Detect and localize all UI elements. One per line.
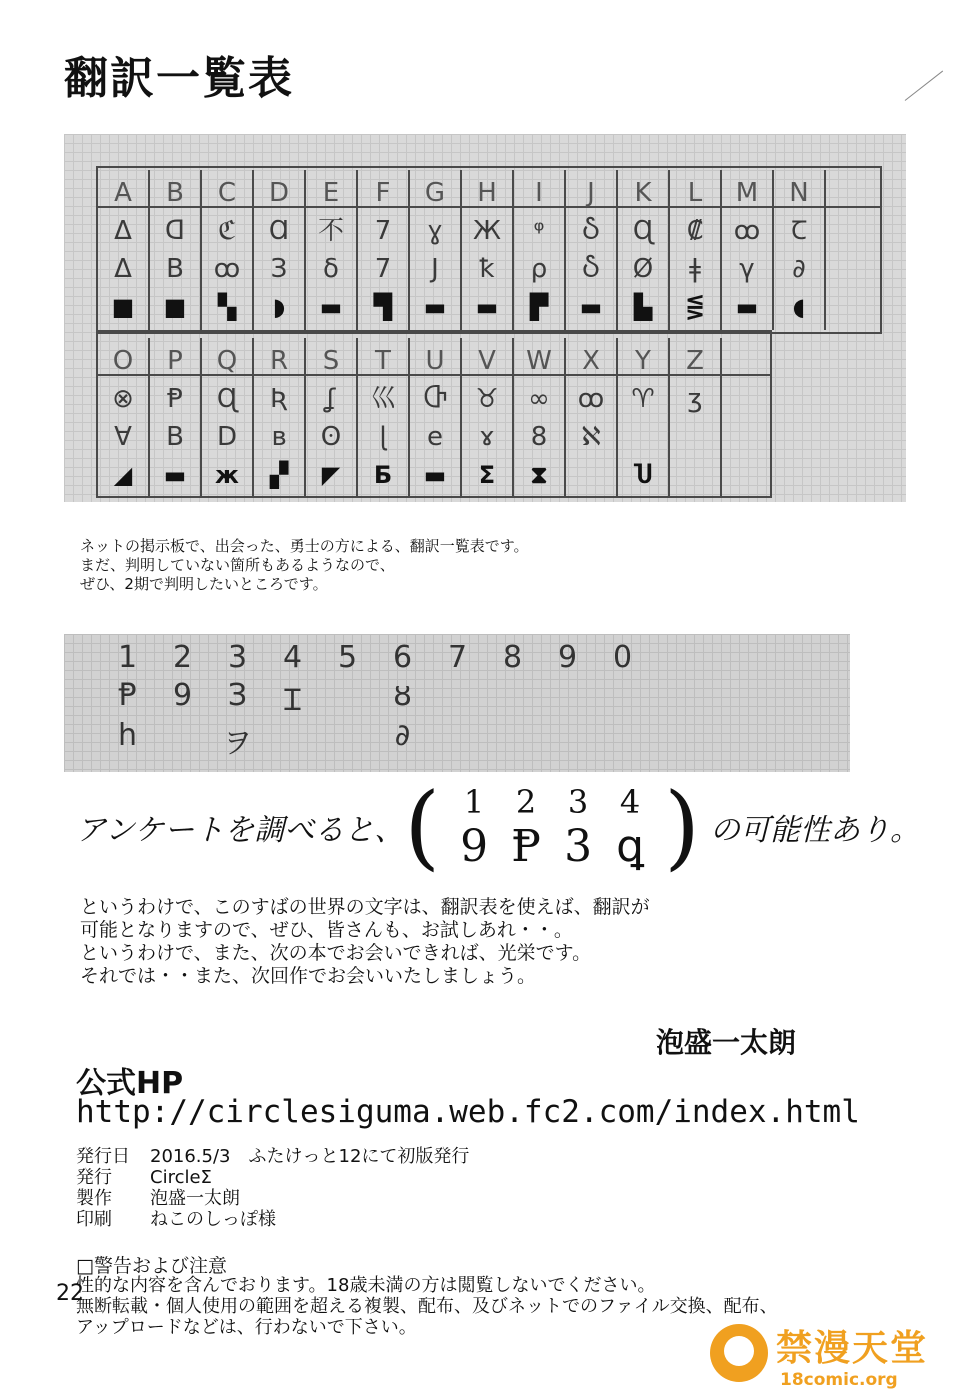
table-letter: K [634, 178, 652, 208]
table-glyph: 7 [374, 254, 392, 284]
number-digit: 5 [337, 640, 358, 675]
table-glyph: Ᵽ [167, 384, 183, 414]
colophon-row [76, 1146, 489, 1167]
table-glyph: ▙ [633, 293, 653, 321]
table-glyph: Ж [472, 216, 501, 246]
table-glyph: ℭ [217, 216, 237, 246]
body-line: というわけで、また、次の本でお会いできれば、光栄です。 [80, 942, 592, 964]
table-glyph: Ⴇ [423, 384, 447, 414]
number-glyph [485, 718, 540, 762]
warning-line: アップロードなどは、行わないで下さい。 [76, 1317, 417, 1338]
paren-open: ( [404, 773, 441, 880]
table-glyph: З [270, 254, 288, 284]
page-number: 22 [56, 1281, 84, 1306]
colophon-label: 印刷 [76, 1209, 112, 1230]
numbers-row-digits [100, 640, 650, 675]
table-glyph: ▞ [269, 461, 289, 489]
table-glyph: J [431, 254, 439, 284]
hp-url-link[interactable]: http://circlesiguma.web.fc2.com/index.html [76, 1094, 860, 1130]
table-glyph: ⊗ [112, 384, 134, 414]
table-letter: I [535, 178, 543, 208]
table-glyph: ⋚ [684, 293, 706, 321]
table-letter: G [424, 178, 446, 208]
numbers-row-glyph-2 [100, 718, 650, 762]
candidate-top: 1 [463, 782, 485, 821]
table-glyph: Ⴢ [582, 254, 600, 284]
table-glyph: Ⴎ [633, 461, 653, 489]
table-letter: J [587, 178, 595, 208]
table-column [514, 170, 566, 330]
table-column [566, 170, 618, 330]
table-glyph: ꝁ [479, 254, 495, 284]
colophon-row [76, 1167, 489, 1188]
table-glyph: ꝏ [577, 384, 605, 414]
warning-title: □警告および注意 [76, 1255, 227, 1277]
number-glyph: ∂ [394, 718, 411, 753]
body-text [80, 896, 650, 988]
table-letter: B [166, 178, 184, 208]
table-letter: O [112, 346, 134, 376]
table-glyph: ◗ [272, 293, 286, 321]
table-column [618, 170, 670, 330]
colophon-label: 製作 [76, 1188, 112, 1209]
table-letter: M [735, 178, 759, 208]
table-glyph: 7 [374, 216, 392, 246]
table-letter: R [269, 346, 289, 376]
author-name: 泡盛一太朗 [656, 1026, 797, 1059]
candidate-bottom: Ᵽ [511, 820, 541, 872]
table-letter: P [167, 346, 183, 376]
table-glyph: Ⴢ [582, 216, 600, 246]
table-column [462, 170, 514, 330]
candidate-bottom: 3 [564, 820, 593, 872]
number-glyph [320, 678, 375, 719]
table-letter: C [217, 178, 237, 208]
candidate-top: 4 [619, 782, 641, 821]
warning-line: 無断転載・個人使用の範囲を超える複製、配布、及びネットでのファイル交換、配布、 [76, 1296, 778, 1317]
table-column [670, 170, 722, 330]
table-glyph: ■ [163, 293, 187, 321]
table-glyph: ꝏ [213, 254, 241, 284]
intro-line: ぜひ、2期で判明したいところです。 [80, 575, 328, 593]
table-glyph: ℵ [581, 422, 601, 452]
table-letter: Q [216, 346, 238, 376]
table-glyph: ▬ [163, 461, 187, 489]
table-glyph: ∀ [114, 422, 132, 452]
candidate-bottom: ꝗ [616, 820, 645, 872]
number-glyph: h [117, 718, 137, 753]
translation-table-photo [64, 134, 906, 502]
handwritten-lead: アンケートを調べると、 [76, 813, 405, 848]
table-column [722, 170, 774, 330]
table-glyph: Β [166, 254, 184, 284]
table-glyph: ♉ [475, 384, 499, 414]
hp-title: 公式HP [76, 1066, 184, 1101]
table-glyph: ᗡ [165, 216, 185, 246]
number-glyph [595, 678, 650, 719]
number-glyph [265, 718, 320, 762]
table-glyph: Б [373, 461, 393, 489]
number-glyph: З [227, 678, 248, 713]
table-column [514, 338, 566, 498]
table-glyph: Ø [632, 254, 654, 284]
watermark-name: 禁漫天堂 [776, 1328, 929, 1369]
number-glyph: ȣ [393, 678, 412, 713]
watermark-site: 18comic.org [780, 1370, 898, 1390]
candidate-top: 2 [515, 782, 537, 821]
table-column [202, 338, 254, 498]
table-letter: S [322, 346, 340, 376]
table-glyph: B [166, 422, 184, 452]
paren-close: ) [664, 773, 701, 880]
table-glyph: ⧗ [530, 461, 548, 489]
table-glyph: Δ [114, 254, 132, 284]
warning-text [76, 1275, 778, 1338]
table-glyph: 不 [317, 216, 344, 246]
table-glyph: ▬ [579, 293, 603, 321]
table-glyph: ʆ [326, 384, 336, 414]
colophon-row [76, 1209, 489, 1230]
table-letter: T [375, 346, 391, 376]
table-column [670, 338, 722, 498]
intro-line: ネットの掲示板で、出会った、勇士の方による、翻訳一覧表です。 [80, 537, 529, 555]
table-glyph: Ʀ [269, 384, 289, 414]
number-digit: 0 [612, 640, 633, 675]
table-glyph: ₡ [686, 216, 704, 246]
number-glyph: ヲ [222, 726, 253, 761]
table-column [462, 338, 514, 498]
table-column [150, 170, 202, 330]
table-column [774, 170, 826, 330]
table-glyph: ▚ [217, 293, 237, 321]
decorative-line [905, 71, 943, 101]
intro-line: まだ、判明していない箇所もあるようなので、 [80, 556, 395, 574]
table-glyph: ▜ [373, 293, 393, 321]
table-glyph: Σ [478, 461, 496, 489]
table-letter: Z [686, 346, 704, 376]
table-glyph: ж [215, 461, 239, 489]
colophon-value: 2016.5/3 ふたけっと12にて初版発行 [150, 1146, 470, 1167]
number-glyph [320, 718, 375, 762]
table-glyph: ∂ [792, 254, 806, 284]
table-letter: L [687, 178, 703, 208]
table-glyph: Ɋ [632, 216, 654, 246]
colophon-value: ねこのしっぽ様 [150, 1209, 276, 1230]
table-letter: V [478, 346, 496, 376]
table-column [150, 338, 202, 498]
table-glyph: Ɋ [216, 384, 238, 414]
table-glyph: δ [323, 254, 339, 284]
table-glyph: ▬ [475, 293, 499, 321]
table-glyph: ◖ [792, 293, 806, 321]
numbers-row-glyph-1 [100, 678, 650, 719]
table-column [358, 338, 410, 498]
candidate-top: 3 [567, 782, 589, 821]
table-glyph: ᵠ [533, 216, 545, 246]
table-row-o-to-z [98, 338, 722, 498]
number-glyph [155, 718, 210, 762]
table-column [410, 170, 462, 330]
table-glyph: ▬ [319, 293, 343, 321]
number-digit: 2 [172, 640, 193, 675]
number-digit: 3 [227, 640, 248, 675]
table-glyph: ∞ [528, 384, 550, 414]
body-line: それでは・・また、次回作でお会いいたしましょう。 [80, 965, 537, 987]
colophon-label: 発行 [76, 1167, 112, 1188]
table-column [618, 338, 670, 498]
table-column [254, 338, 306, 498]
number-glyph [540, 678, 595, 719]
table-glyph: D [216, 422, 238, 452]
table-glyph: e [427, 422, 443, 452]
table-glyph: ꝏ [733, 216, 761, 246]
colophon [76, 1146, 489, 1230]
table-letter: U [425, 346, 445, 376]
table-glyph: Ꞇ [790, 216, 808, 246]
number-digit: 7 [447, 640, 468, 675]
body-line: 可能となりますので、ぜひ、皆さんも、お試しあれ・・。 [80, 919, 573, 941]
number-digit: 6 [392, 640, 413, 675]
number-glyph [595, 718, 650, 762]
number-glyph: Ɪ [284, 683, 301, 718]
colophon-row [76, 1188, 489, 1209]
table-glyph: Ɑ [268, 216, 290, 246]
number-glyph [430, 718, 485, 762]
table-column [358, 170, 410, 330]
table-letter: X [582, 346, 600, 376]
watermark-logo-icon [710, 1324, 768, 1382]
number-digit: 8 [502, 640, 523, 675]
colophon-value: CircleΣ [150, 1167, 212, 1188]
table-column [566, 338, 618, 498]
candidate-bottom: 9 [460, 820, 489, 872]
table-glyph: ɣ [427, 216, 443, 246]
handwritten-note [76, 773, 921, 880]
number-candidates [448, 783, 656, 872]
table-glyph: Δ [114, 216, 132, 246]
page-title: 翻訳一覧表 [64, 53, 294, 104]
table-glyph: 巛 [369, 384, 396, 414]
number-glyph: 9 [172, 678, 193, 713]
table-column [254, 170, 306, 330]
colophon-value: 泡盛一太朗 [150, 1188, 240, 1209]
body-line: というわけで、このすばの世界の文字は、翻訳表を使えば、翻訳が [80, 896, 650, 918]
table-glyph: ɤ [479, 422, 495, 452]
number-digit: 9 [557, 640, 578, 675]
table-glyph: ʒ [687, 384, 703, 414]
intro-text [80, 537, 529, 594]
colophon-label: 発行日 [76, 1146, 130, 1167]
number-digit: 1 [117, 640, 138, 675]
number-glyph [485, 678, 540, 719]
table-glyph: γ [739, 254, 755, 284]
table-letter: A [114, 178, 132, 208]
table-column [98, 170, 150, 330]
table-row-a-to-n [98, 170, 826, 330]
table-letter: D [268, 178, 290, 208]
warning-line: 性的な内容を含んでおります。18歳未満の方は閲覧しないでください。 [76, 1275, 656, 1296]
table-column [202, 170, 254, 330]
table-glyph: ▬ [735, 293, 759, 321]
number-glyph [430, 678, 485, 719]
table-glyph: ▬ [423, 293, 447, 321]
table-glyph: ◢ [113, 461, 133, 489]
table-glyph: ɭ [379, 422, 387, 452]
table-column [306, 170, 358, 330]
number-glyph: Ᵽ [118, 678, 137, 713]
numbers-photo [64, 634, 850, 772]
table-glyph: ʘ [320, 422, 342, 452]
watermark [706, 1318, 960, 1397]
table-glyph: ʙ [271, 422, 287, 452]
table-glyph: ǂ [689, 254, 701, 284]
handwritten-tail: の可能性あり。 [710, 813, 921, 848]
table-glyph: 8 [530, 422, 548, 452]
table-glyph: ▬ [423, 461, 447, 489]
table-glyph: ♈ [631, 384, 655, 414]
table-letter: F [375, 178, 391, 208]
table-letter: Y [635, 346, 651, 376]
table-letter: N [789, 178, 809, 208]
table-column [306, 338, 358, 498]
table-letter: E [322, 178, 340, 208]
table-glyph: ◤ [321, 461, 341, 489]
table-column [98, 338, 150, 498]
number-digit: 4 [282, 640, 303, 675]
number-glyph [540, 718, 595, 762]
table-letter: H [477, 178, 497, 208]
table-glyph: ▛ [529, 293, 549, 321]
table-letter: W [526, 346, 552, 376]
table-glyph: ■ [111, 293, 135, 321]
table-glyph: ρ [530, 254, 548, 284]
table-column [410, 338, 462, 498]
